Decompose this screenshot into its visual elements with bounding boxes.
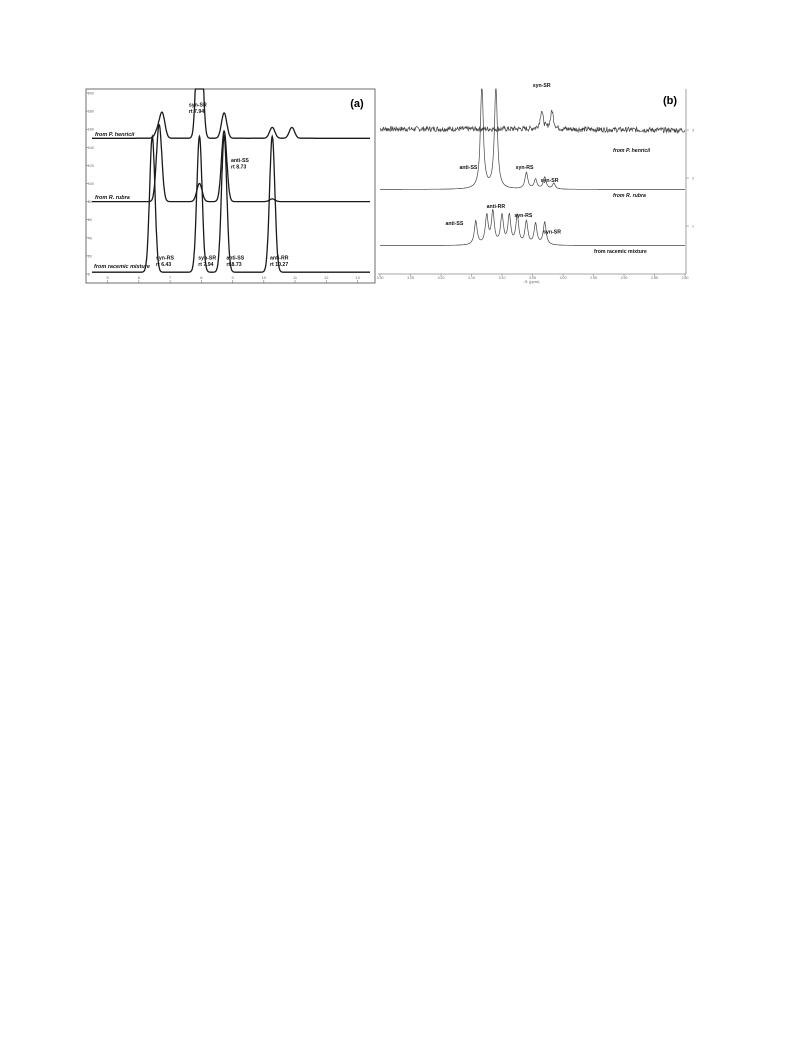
panel-b-label: (b) xyxy=(662,95,678,107)
x-tick-label: 3.05 xyxy=(529,276,536,280)
x-tick-label: 13 xyxy=(355,275,360,280)
x-tick-label: 3.10 xyxy=(498,276,506,280)
peak-annotation: syn-SR xyxy=(532,83,551,90)
peak-annotation-rt: rt 8.73 xyxy=(231,164,247,171)
peak-annotation: anti-RR xyxy=(270,255,289,262)
x-tick-label: 8 xyxy=(200,275,203,280)
y-tick-label: 80 xyxy=(88,200,92,205)
x-tick-label: 6 xyxy=(137,275,140,280)
peak-annotation: syn-RS xyxy=(156,255,174,262)
x-tick-label: 5 xyxy=(106,275,109,280)
chromatogram-panel-a xyxy=(86,89,375,283)
x-tick-label: 2.80 xyxy=(681,276,689,280)
x-tick-label: 12 xyxy=(324,275,329,280)
y-tick-label: 140 xyxy=(88,145,94,150)
nmr-panel-b xyxy=(377,83,694,284)
peak-annotation-rt: rt 8.73 xyxy=(226,262,242,269)
y-tick-label: 40 xyxy=(88,236,92,241)
trace-label: from P. henricii xyxy=(95,131,135,138)
y-tick-label: 100 xyxy=(88,182,94,186)
x-tick-label: 10 xyxy=(261,275,267,280)
x-tick-label: 3.00 xyxy=(559,276,567,280)
peak-annotation: anti-SS xyxy=(231,157,249,164)
peak-annotation: syn-RS xyxy=(514,212,533,219)
peak-annotation: syn-RS xyxy=(515,164,534,171)
peak-annotation-rt: rt 10.27 xyxy=(270,262,289,269)
y-tick-label: 60 xyxy=(88,218,92,223)
x-tick-label: 3.15 xyxy=(468,276,475,280)
y-tick-label: 120 xyxy=(88,163,94,168)
y-tick-label: 200 xyxy=(88,91,94,96)
y-tick-label: 180 xyxy=(88,109,94,114)
figure xyxy=(0,0,793,300)
peak-annotation-rt: rt 7.94 xyxy=(188,109,205,116)
panel-a-frame xyxy=(86,89,375,283)
trace-label: from racemic mixture xyxy=(94,264,150,271)
panel-b-y-axis xyxy=(686,129,694,229)
y-tick-label: 3 xyxy=(692,128,694,133)
y-tick-label: 2 xyxy=(692,176,694,181)
y-tick-label: 20 xyxy=(88,254,92,259)
y-tick-label: 1 xyxy=(692,224,694,229)
peak-annotation: anti-RR xyxy=(486,204,506,211)
y-tick-label: 0 xyxy=(88,272,90,277)
x-tick-label: 2.85 xyxy=(651,276,658,280)
peak-annotation: syn-SR xyxy=(543,229,561,236)
trace-label: from R. rubra xyxy=(95,195,130,202)
x-tick-label: 11 xyxy=(292,275,298,280)
peak-annotation: anti-SS xyxy=(445,220,464,227)
trace-label: from P. henricii xyxy=(613,148,651,154)
x-tick-label: 3.25 xyxy=(407,276,414,280)
x-tick-label: 7 xyxy=(168,275,172,280)
x-tick-label: 2.90 xyxy=(620,276,628,280)
peak-annotation: syn-SR xyxy=(188,102,207,109)
peak-annotation-rt: rt 7.94 xyxy=(198,262,214,269)
peak-annotation: syn-SR xyxy=(198,255,217,262)
trace-label: from racemic mixture xyxy=(594,249,647,255)
x-tick-label: 9 xyxy=(231,275,234,280)
panel-b-x-axis xyxy=(377,274,689,280)
panel-a-label: (a) xyxy=(350,98,364,110)
y-tick-label: 160 xyxy=(88,127,94,132)
trace-label: from R. rubra xyxy=(613,193,646,199)
x-tick-label: 2.95 xyxy=(590,276,597,280)
peak-annotation: anti-SS xyxy=(459,164,478,171)
panel-b-plot-area xyxy=(378,89,686,274)
panel-b-x-axis-title: f1 (ppm) xyxy=(524,279,540,284)
peak-annotation: anti-SS xyxy=(226,255,245,262)
peak-annotation-rt: rt 6.43 xyxy=(156,262,172,269)
x-tick-label: 3.30 xyxy=(376,276,384,280)
x-tick-label: 3.20 xyxy=(437,276,445,280)
peak-annotation: syn-SR xyxy=(540,177,559,184)
